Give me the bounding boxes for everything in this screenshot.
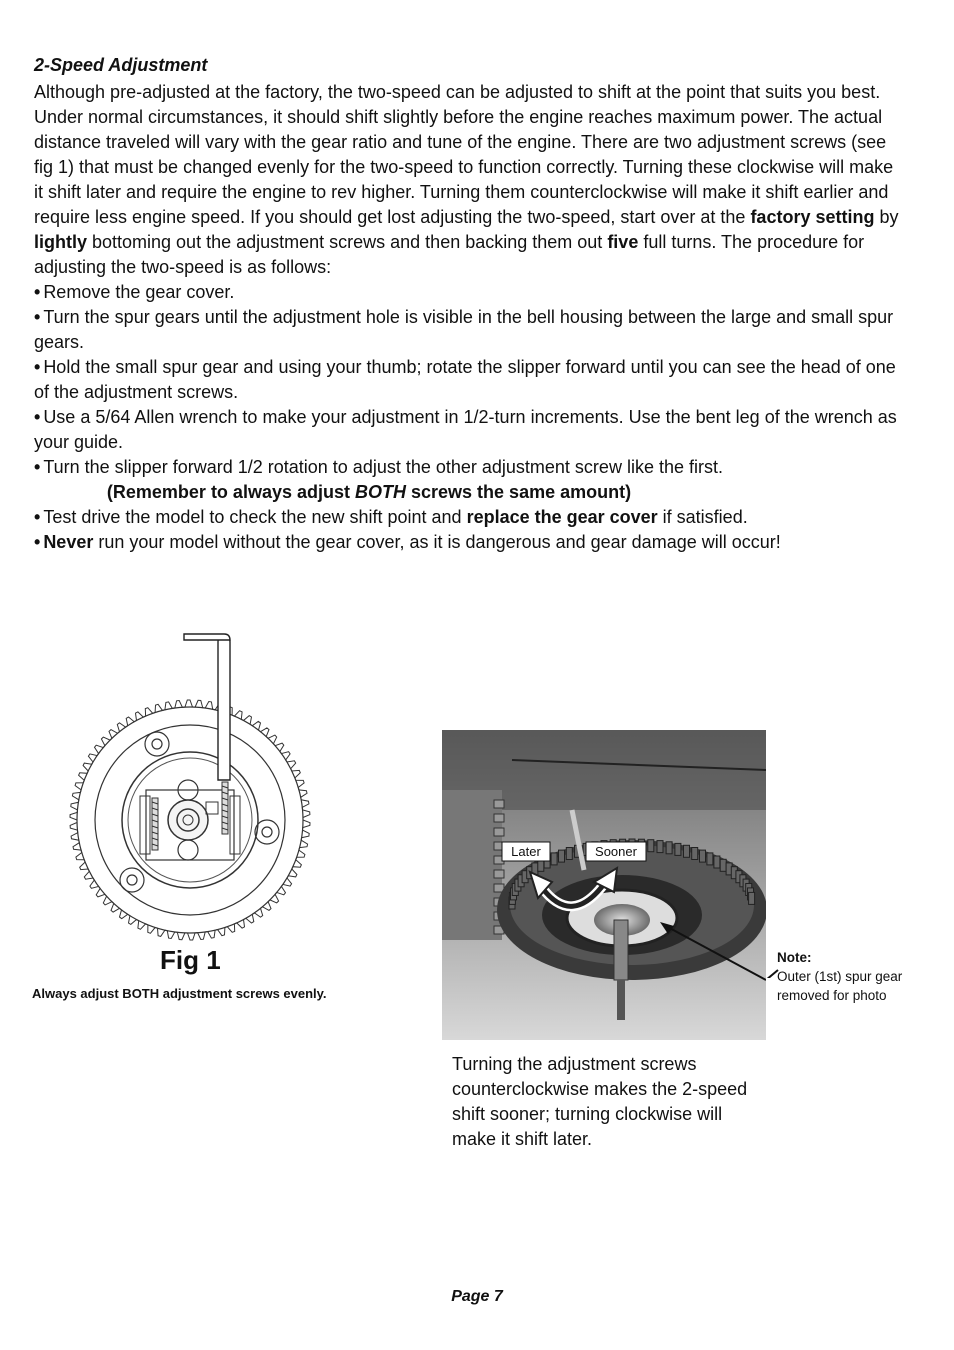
photo-caption: Turning the adjustment screws counterclockwise makes the 2-speed shift sooner; turning clockwise will make it shift later. — [452, 1054, 748, 1149]
figure-label: Fig 1 — [160, 945, 221, 975]
bullet-item-4: • Use a 5/64 Allen wrench to make your adjustment in 1/2-turn increments. Use the bent leg of the wrench as your guide. — [34, 407, 897, 452]
note-heading: Note: — [777, 950, 812, 965]
note-body: Outer (1st) spur gear removed for photo — [777, 969, 903, 1003]
bullet-item-7: • Never run your model without the gear cover, as it is dangerous and gear damage will occur! — [34, 532, 781, 552]
page-number: Page 7 — [451, 1288, 503, 1305]
bullet-item-2: • Turn the spur gears until the adjustment hole is visible in the bell housing between the large and small spur gears. — [34, 307, 894, 352]
later-label: Later — [511, 844, 541, 859]
intro-paragraph — [34, 80, 904, 280]
section-title: 2-Speed Adjustment — [34, 55, 208, 75]
intro-text-1: Although pre-adjusted at the factory, the two-speed can be adjusted to shift at the point that suits you best. Under normal circumstances, it should shift slightly before the engine reaches maximum power. The actual distance traveled will vary with the gear ratio and tune of the engine. There are two adjustment screws (see fig 1) that must be changed evenly for the two-speed to function correctly. Turning these clockwise will make it shift later and require the engine to rev higher. Turning them counterclockwise will make it shift earlier and require less engine speed. If you should get lost adjusting the two-speed, start over at the — [34, 82, 894, 227]
figure-caption: Always adjust BOTH adjustment screws evenly. — [32, 986, 327, 1001]
intro-text-2: by — [874, 207, 899, 227]
bullet-item-6: • Test drive the model to check the new shift point and replace the gear cover if satisfied. — [34, 507, 748, 527]
photo-note — [777, 948, 917, 1005]
intro-text-3: bottoming out the adjustment screws and then backing them out — [87, 232, 608, 252]
remember-note: (Remember to always adjust BOTH screws the same amount) — [106, 482, 632, 502]
bullet-item-5: • Turn the slipper forward 1/2 rotation to adjust the other adjustment screw like the first. — [34, 457, 723, 477]
intro-bold-factory: factory setting — [750, 207, 875, 227]
gear-diagram — [60, 630, 330, 950]
instructions-body — [34, 80, 904, 555]
gear-photo — [442, 730, 766, 1040]
bullet-item-1: • Remove the gear cover. — [34, 282, 235, 302]
sooner-label: Sooner — [595, 844, 637, 859]
intro-bold-five: five — [607, 232, 639, 252]
intro-bold-lightly: lightly — [34, 232, 87, 252]
intro-text-4: full turns. The procedure for adjusting the two-speed is as follows: — [34, 232, 865, 277]
bullet-item-3: • Hold the small spur gear and using your thumb; rotate the slipper forward until you can see the head of one of the adjustment screws. — [34, 357, 896, 402]
